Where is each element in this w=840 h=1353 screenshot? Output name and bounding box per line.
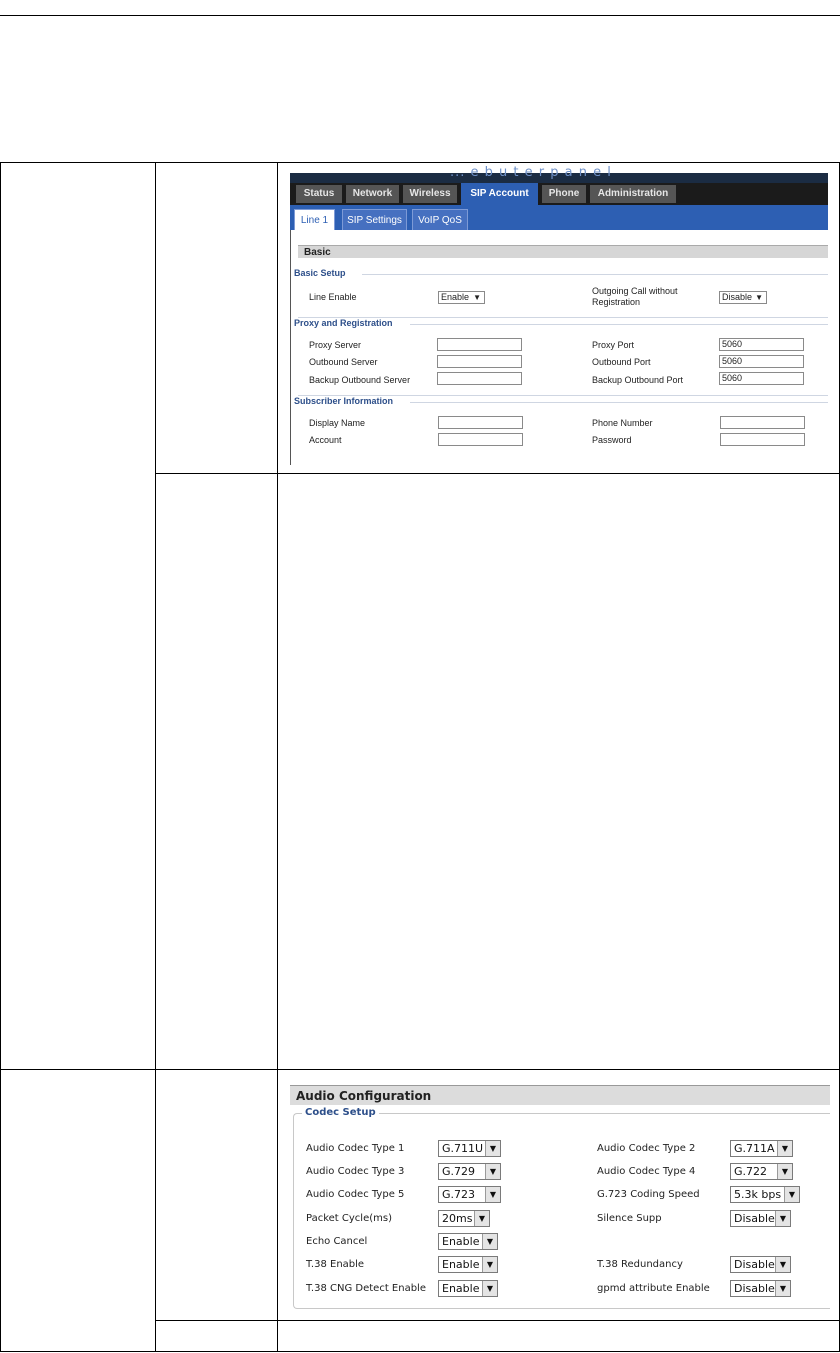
codec2-select[interactable] bbox=[730, 1140, 793, 1157]
codec4-value: G.722 bbox=[734, 1165, 768, 1178]
dropdown-arrow-icon: ▼ bbox=[482, 1234, 497, 1249]
codec-setup-legend: Codec Setup bbox=[302, 1107, 379, 1118]
backup-outbound-port-input[interactable]: 5060 bbox=[719, 372, 804, 385]
line-enable-label: Line Enable bbox=[309, 292, 357, 302]
dropdown-arrow-icon: ▼ bbox=[784, 1187, 799, 1202]
dropdown-arrow-icon: ▼ bbox=[777, 1164, 792, 1179]
row-divider-3 bbox=[155, 1320, 840, 1321]
silence-supp-value: Disable bbox=[734, 1212, 775, 1225]
t38-cng-value: Enable bbox=[442, 1282, 480, 1295]
g723-speed-value: 5.3k bps bbox=[734, 1188, 782, 1201]
table-left-border bbox=[0, 162, 1, 1352]
t38-redundancy-label: T.38 Redundancy bbox=[597, 1259, 683, 1270]
dropdown-arrow-icon: ▼ bbox=[775, 1281, 790, 1296]
tab-status[interactable]: Status bbox=[296, 185, 342, 203]
page-top-rule bbox=[0, 15, 840, 16]
outgoing-call-value: Disable bbox=[722, 292, 753, 302]
panel-banner bbox=[290, 165, 828, 183]
codec2-label: Audio Codec Type 2 bbox=[597, 1143, 696, 1154]
echo-cancel-value: Enable bbox=[442, 1235, 480, 1248]
display-name-label: Display Name bbox=[309, 418, 366, 428]
audio-configuration-screenshot bbox=[290, 1085, 830, 1310]
codec5-value: G.723 bbox=[442, 1188, 476, 1201]
column-divider-2 bbox=[277, 162, 278, 1352]
codec1-select[interactable] bbox=[438, 1140, 501, 1157]
packet-cycle-value: 20ms bbox=[442, 1212, 473, 1225]
display-name-input[interactable] bbox=[438, 416, 523, 429]
outgoing-call-select[interactable] bbox=[719, 291, 767, 304]
proxy-port-label: Proxy Port bbox=[592, 340, 635, 350]
dropdown-arrow-icon: ▼ bbox=[482, 1281, 497, 1296]
dropdown-arrow-icon: ▼ bbox=[485, 1187, 500, 1202]
dropdown-arrow-icon: ▼ bbox=[474, 1211, 489, 1226]
group-divider bbox=[362, 274, 828, 275]
gpmd-attribute-value: Disable bbox=[734, 1282, 775, 1295]
gpmd-attribute-select[interactable] bbox=[730, 1280, 791, 1297]
t38-cng-select[interactable] bbox=[438, 1280, 498, 1297]
t38-cng-label: T.38 CNG Detect Enable bbox=[306, 1283, 426, 1294]
column-divider-1 bbox=[155, 162, 156, 1352]
proxy-server-label: Proxy Server bbox=[309, 340, 362, 350]
dropdown-arrow-icon: ▼ bbox=[482, 1257, 497, 1272]
codec5-select[interactable] bbox=[438, 1186, 501, 1203]
echo-cancel-label: Echo Cancel bbox=[306, 1236, 368, 1247]
tab-network[interactable]: Network bbox=[346, 185, 399, 203]
codec3-select[interactable] bbox=[438, 1163, 501, 1180]
phone-number-input[interactable] bbox=[720, 416, 805, 429]
panel-left-edge bbox=[290, 213, 291, 465]
row-divider-2 bbox=[0, 1069, 840, 1070]
dropdown-arrow-icon: ▼ bbox=[775, 1211, 790, 1226]
audio-config-header: Audio Configuration bbox=[290, 1085, 830, 1105]
t38-enable-select[interactable] bbox=[438, 1256, 498, 1273]
outbound-port-input[interactable]: 5060 bbox=[719, 355, 804, 368]
main-tab-bar bbox=[290, 183, 828, 205]
banner-text: ... e b u t e r p a n e l bbox=[450, 165, 612, 180]
group-divider bbox=[410, 324, 828, 325]
g723-speed-select[interactable] bbox=[730, 1186, 800, 1203]
dropdown-arrow-icon: ▼ bbox=[485, 1164, 500, 1179]
codec1-label: Audio Codec Type 1 bbox=[306, 1143, 405, 1154]
packet-cycle-label: Packet Cycle(ms) bbox=[306, 1213, 392, 1224]
account-input[interactable] bbox=[438, 433, 523, 446]
subtab-line-1[interactable]: Line 1 bbox=[294, 209, 335, 230]
backup-outbound-server-label: Backup Outbound Server bbox=[309, 375, 411, 385]
backup-outbound-server-input[interactable] bbox=[437, 372, 522, 385]
password-input[interactable] bbox=[720, 433, 805, 446]
t38-enable-value: Enable bbox=[442, 1258, 480, 1271]
codec4-select[interactable] bbox=[730, 1163, 793, 1180]
t38-enable-label: T.38 Enable bbox=[306, 1259, 365, 1270]
group-subscriber-information: Subscriber Information bbox=[294, 396, 394, 406]
silence-supp-label: Silence Supp bbox=[597, 1213, 662, 1224]
account-label: Account bbox=[309, 435, 342, 445]
outbound-server-label: Outbound Server bbox=[309, 357, 378, 367]
line-enable-select[interactable] bbox=[438, 291, 485, 304]
phone-number-label: Phone Number bbox=[592, 418, 653, 428]
t38-redundancy-select[interactable] bbox=[730, 1256, 791, 1273]
dropdown-arrow-icon: ▼ bbox=[775, 1257, 790, 1272]
subtab-sip-settings[interactable]: SIP Settings bbox=[342, 209, 407, 230]
table-top-border bbox=[0, 162, 840, 163]
dropdown-arrow-icon: ▼ bbox=[485, 1141, 500, 1156]
codec5-label: Audio Codec Type 5 bbox=[306, 1189, 405, 1200]
sub-tab-bar bbox=[290, 205, 828, 230]
section-basic-header: Basic bbox=[298, 245, 828, 258]
tab-sip-account[interactable]: SIP Account bbox=[461, 183, 538, 205]
proxy-server-input[interactable] bbox=[437, 338, 522, 351]
tab-administration[interactable]: Administration bbox=[590, 185, 676, 203]
password-label: Password bbox=[592, 435, 632, 445]
tab-wireless[interactable]: Wireless bbox=[403, 185, 457, 203]
dropdown-arrow-icon: ▼ bbox=[473, 293, 481, 302]
group-divider bbox=[410, 402, 828, 403]
group-proxy-registration: Proxy and Registration bbox=[294, 318, 393, 328]
subtab-voip-qos[interactable]: VoIP QoS bbox=[412, 209, 468, 230]
outbound-server-input[interactable] bbox=[437, 355, 522, 368]
line-enable-value: Enable bbox=[441, 292, 470, 302]
silence-supp-select[interactable] bbox=[730, 1210, 791, 1227]
packet-cycle-select[interactable] bbox=[438, 1210, 490, 1227]
t38-redundancy-value: Disable bbox=[734, 1258, 775, 1271]
row-divider-1 bbox=[155, 473, 840, 474]
tab-phone[interactable]: Phone bbox=[542, 185, 586, 203]
codec1-value: G.711U bbox=[442, 1142, 484, 1155]
codec3-value: G.729 bbox=[442, 1165, 476, 1178]
codec3-label: Audio Codec Type 3 bbox=[306, 1166, 405, 1177]
echo-cancel-select[interactable] bbox=[438, 1233, 498, 1250]
outgoing-call-label-2: Registration bbox=[592, 297, 641, 307]
proxy-port-input[interactable]: 5060 bbox=[719, 338, 804, 351]
dropdown-arrow-icon: ▼ bbox=[777, 1141, 792, 1156]
gpmd-attribute-label: gpmd attribute Enable bbox=[597, 1283, 710, 1294]
codec4-label: Audio Codec Type 4 bbox=[597, 1166, 696, 1177]
g723-speed-label: G.723 Coding Speed bbox=[597, 1189, 700, 1200]
table-bottom-border bbox=[0, 1351, 840, 1352]
dropdown-arrow-icon: ▼ bbox=[755, 293, 763, 302]
outgoing-call-label-1: Outgoing Call without bbox=[592, 286, 678, 296]
sip-account-screenshot bbox=[290, 165, 828, 465]
backup-outbound-port-label: Backup Outbound Port bbox=[592, 375, 684, 385]
outbound-port-label: Outbound Port bbox=[592, 357, 651, 367]
group-basic-setup: Basic Setup bbox=[294, 268, 346, 278]
codec2-value: G.711A bbox=[734, 1142, 775, 1155]
